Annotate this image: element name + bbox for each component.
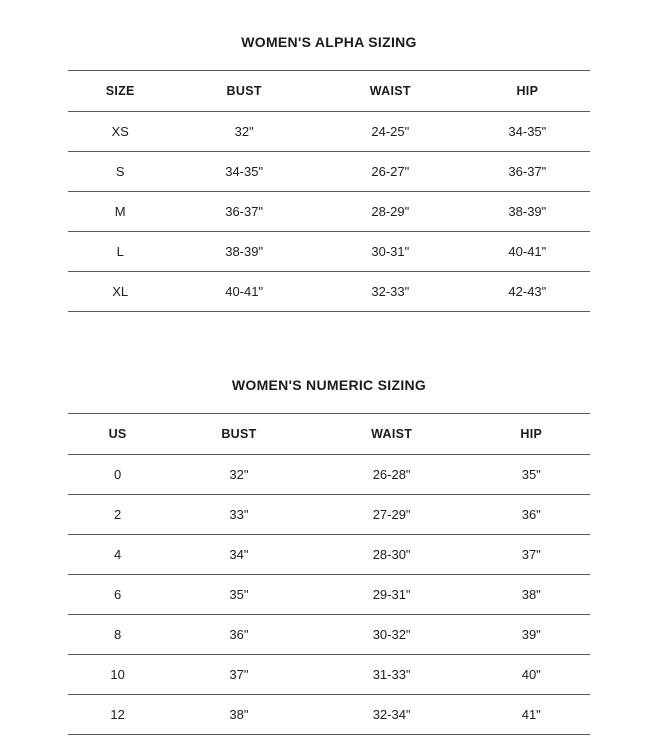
cell-hip: 41" — [521, 707, 541, 722]
cell-us: 4 — [113, 547, 122, 562]
cell-waist: 32-34" — [372, 707, 411, 722]
table-row — [68, 152, 590, 192]
cell-waist: 31-33" — [372, 667, 411, 682]
column-header-bust: BUST — [221, 427, 257, 441]
cell-hip: 36" — [521, 507, 541, 522]
cell-hip: 38-39" — [508, 204, 547, 219]
cell-bust: 35" — [229, 587, 249, 602]
column-header-hip: HIP — [516, 84, 539, 98]
cell-waist: 30-31" — [371, 244, 410, 259]
cell-size: M — [114, 204, 126, 219]
numeric-sizing-title: WOMEN'S NUMERIC SIZING — [231, 377, 427, 393]
cell-bust: 37" — [229, 667, 249, 682]
cell-hip: 38" — [521, 587, 541, 602]
cell-waist: 30-32" — [372, 627, 411, 642]
cell-us: 10 — [110, 667, 125, 682]
cell-bust: 32" — [229, 467, 249, 482]
column-header-waist: WAIST — [369, 84, 411, 98]
cell-us: 12 — [110, 707, 125, 722]
cell-bust: 34" — [229, 547, 249, 562]
alpha-sizing-table — [68, 70, 590, 312]
cell-bust: 38" — [229, 707, 249, 722]
table-row — [68, 655, 590, 695]
cell-bust: 33" — [229, 507, 249, 522]
cell-bust: 36-37" — [225, 204, 264, 219]
cell-hip: 40" — [521, 667, 541, 682]
table-row — [68, 232, 590, 272]
table-row — [68, 112, 590, 152]
table-row — [68, 535, 590, 575]
numeric-sizing-table — [68, 413, 590, 735]
cell-waist: 32-33" — [371, 284, 410, 299]
cell-waist: 29-31" — [372, 587, 411, 602]
column-header-waist: WAIST — [371, 427, 413, 441]
cell-hip: 37" — [521, 547, 541, 562]
cell-bust: 32" — [234, 124, 254, 139]
table-row — [68, 615, 590, 655]
cell-waist: 26-27" — [371, 164, 410, 179]
column-header-hip: HIP — [520, 427, 543, 441]
cell-hip: 42-43" — [508, 284, 547, 299]
cell-bust: 38-39" — [225, 244, 264, 259]
cell-us: 8 — [113, 627, 122, 642]
cell-waist: 28-29" — [371, 204, 410, 219]
cell-size: L — [116, 244, 124, 259]
cell-hip: 40-41" — [508, 244, 547, 259]
header-row — [68, 414, 590, 455]
cell-us: 0 — [113, 467, 122, 482]
table-row — [68, 695, 590, 735]
cell-bust: 40-41" — [225, 284, 264, 299]
table-row — [68, 192, 590, 232]
cell-size: XL — [112, 284, 129, 299]
cell-hip: 39" — [521, 627, 541, 642]
cell-waist: 24-25" — [371, 124, 410, 139]
cell-waist: 26-28" — [372, 467, 411, 482]
cell-size: S — [115, 164, 125, 179]
cell-us: 6 — [113, 587, 122, 602]
table-row — [68, 575, 590, 615]
cell-waist: 28-30" — [372, 547, 411, 562]
column-header-us: US — [108, 427, 127, 441]
cell-hip: 34-35" — [508, 124, 547, 139]
column-header-bust: BUST — [226, 84, 262, 98]
alpha-sizing-title: WOMEN'S ALPHA SIZING — [241, 34, 417, 50]
cell-hip: 35" — [521, 467, 541, 482]
cell-size: XS — [111, 124, 129, 139]
cell-waist: 27-29" — [372, 507, 411, 522]
cell-us: 2 — [113, 507, 122, 522]
column-header-size: SIZE — [105, 84, 135, 98]
header-row — [68, 71, 590, 112]
table-row — [68, 455, 590, 495]
table-row — [68, 272, 590, 312]
cell-bust: 34-35" — [225, 164, 264, 179]
cell-hip: 36-37" — [508, 164, 547, 179]
cell-bust: 36" — [229, 627, 249, 642]
table-row — [68, 495, 590, 535]
